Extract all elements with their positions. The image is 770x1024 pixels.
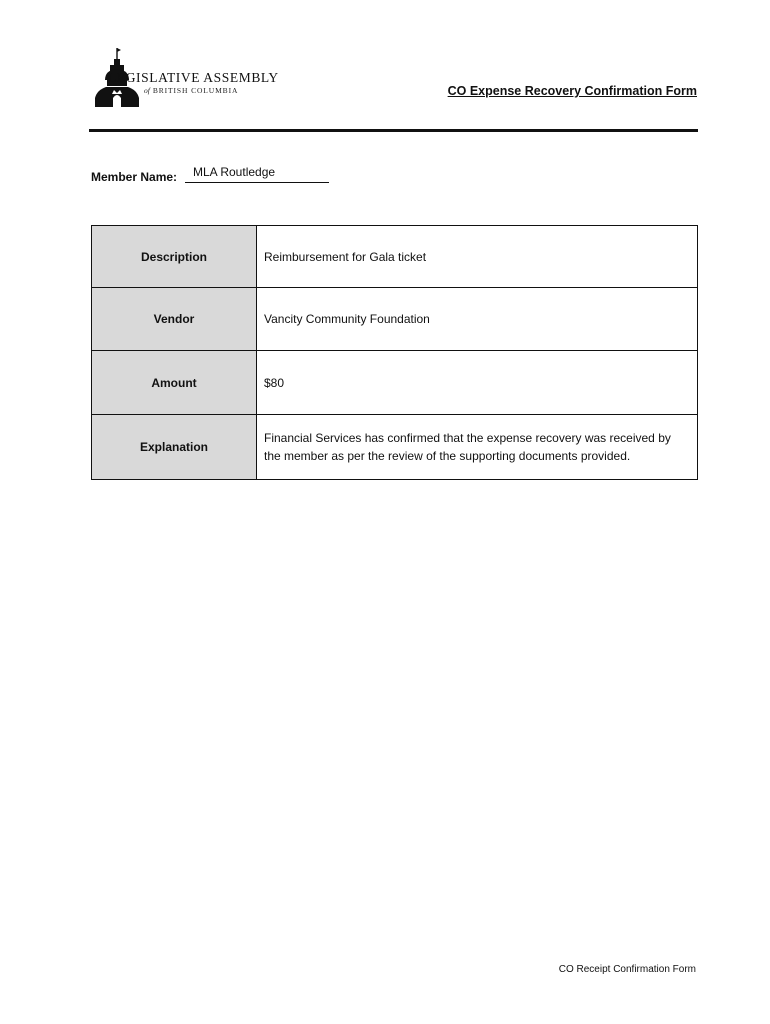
- description-label: Description: [92, 226, 257, 288]
- org-sub-name: BRITISH COLUMBIA: [152, 86, 239, 95]
- explanation-value: Financial Services has confirmed that the expense recovery was received by the member as per the review of the supporting documents provided.: [257, 415, 698, 480]
- org-of: of: [144, 86, 150, 95]
- amount-value: $80: [257, 351, 698, 415]
- member-name-label: Member Name:: [91, 170, 178, 184]
- member-name-row: [91, 163, 391, 185]
- member-name-field: MLA Routledge: [185, 163, 329, 183]
- table-row: [92, 288, 698, 351]
- table-row: [92, 415, 698, 480]
- vendor-label: Vendor: [92, 288, 257, 351]
- description-value: Reimbursement for Gala ticket: [257, 226, 698, 288]
- org-name: LEGISLATIVE ASSEMBLY: [108, 70, 279, 85]
- legislative-assembly-logo: [93, 46, 333, 110]
- org-subtitle: [144, 86, 238, 95]
- vendor-value: Vancity Community Foundation: [257, 288, 698, 351]
- amount-label: Amount: [92, 351, 257, 415]
- header-divider: [89, 129, 698, 132]
- table-row: [92, 351, 698, 415]
- explanation-label: Explanation: [92, 415, 257, 480]
- footer-text: CO Receipt Confirmation Form: [558, 964, 696, 975]
- expense-details-table: [91, 225, 698, 480]
- form-title: CO Expense Recovery Confirmation Form: [447, 84, 697, 98]
- table-row: [92, 226, 698, 288]
